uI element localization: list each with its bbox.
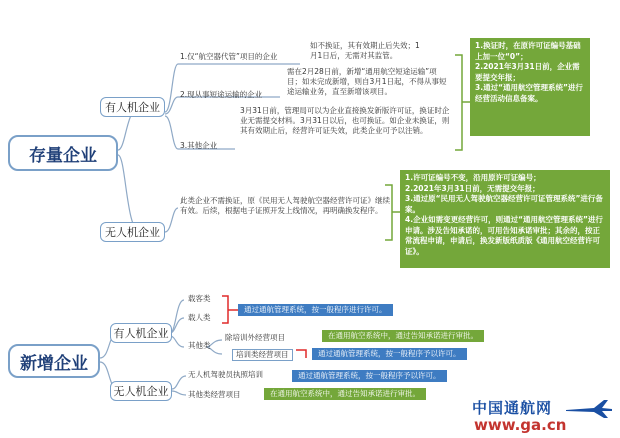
stock-unmanned-node: 无人机企业 — [100, 222, 165, 242]
stock-unmanned-note-line-2: 2.2021年3月31日前，无需提交年报； — [405, 183, 540, 193]
stock-manned-node: 有人机企业 — [100, 97, 165, 117]
stock-unmanned-note-line-1: 1.许可证编号不变，沿用原许可证编号； — [405, 173, 541, 182]
stock-unmanned-note-line-3: 3.通过原“民用无人驾驶航空器经营许可证管理系统”进行备案。 — [405, 194, 603, 214]
stock-unmanned-text: 此类企业不需换证，原《民用无人驾驶航空器经营许可证》继续有效。后续，根据电子证照开发上线情况，再明确换发程序。 — [180, 196, 390, 215]
new-manned-other-label: 其他类 — [188, 341, 211, 350]
new-manned-other-sub2-label: 培训类经营项目 — [232, 349, 293, 361]
stock-manned-note — [470, 38, 590, 136]
new-manned-other-sub1-action: 在通用航空系统中，通过告知承诺进行审批。 — [322, 330, 484, 342]
stock-unmanned-note — [400, 170, 610, 268]
watermark-url-text: www.ga.cn — [474, 416, 567, 434]
watermark-cn-text: 中国通航网 — [472, 399, 553, 417]
new-unmanned-sub1-action: 通过通航管理系统，按一般程序予以许可。 — [292, 370, 447, 382]
stock-manned-item-1-text: 如不换证，其有效期止后失效；1月1日后，无需对其监管。 — [310, 41, 420, 60]
new-unmanned-node: 无人机企业 — [110, 381, 172, 401]
new-manned-other-sub2-action: 通过通航管理系统，按一般程序予以许可。 — [312, 348, 467, 360]
stock-unmanned-note-line-4: 4.企业如需变更经营许可，则通过“通用航空管理系统”进行申请。涉及告知承诺的，可用告知承诺审批；其余的，按正常流程申请，申请后，换发新版纸质版《通用航空经营许可证》。 — [405, 215, 603, 256]
stock-manned-item-3-text: 3月31日前，管理局可以为企业直接换发新版许可证，换证时企业无需提交材料。3月31日以后，也可换证。如企业未换证，则其有效期止后，经营许可证失效，此类企业可予以注销。 — [240, 106, 450, 135]
stock-enterprise-node: 存量企业 — [8, 135, 118, 171]
stock-manned-item-1-label: 1.仅“航空器代管”项目的企业 — [180, 52, 278, 61]
new-manned-carry-person-label: 载人类 — [188, 313, 211, 322]
stock-manned-note-line-1: 1.换证时，在原许可证编号基础上加一位“0”； — [475, 41, 581, 61]
new-manned-group1-action: 通过通航管理系统，按一般程序进行许可。 — [238, 304, 393, 316]
airplane-icon — [564, 398, 614, 420]
new-manned-other-sub1-label: 除培训外经营项目 — [225, 333, 285, 342]
new-enterprise-node: 新增企业 — [8, 344, 100, 378]
new-unmanned-sub1-label: 无人机驾驶员执照培训 — [188, 370, 263, 379]
stock-manned-item-3-label: 3.其他企业 — [180, 141, 218, 150]
watermark — [470, 396, 616, 436]
new-manned-node: 有人机企业 — [110, 323, 172, 343]
stock-manned-item-2-label: 2.现从事短途运输的企业 — [180, 90, 263, 99]
new-manned-passenger-label: 载客类 — [188, 294, 211, 303]
stock-manned-note-line-2: 2.2021年3月31日前，企业需要提交年报； — [475, 62, 580, 82]
stock-manned-item-2-text: 需在2月28日前，新增“通用航空短途运输”项目；如未完成新增，则自3月1日起，不得从事短途运输业务，直至新增该项目。 — [287, 67, 447, 96]
new-unmanned-sub2-action: 在通用航空系统中，通过告知承诺进行审批。 — [264, 388, 426, 400]
new-unmanned-sub2-label: 其他类经营项目 — [188, 390, 241, 399]
stock-manned-note-line-3: 3.通过“通用航空管理系统”进行经营活动信息备案。 — [475, 83, 583, 103]
